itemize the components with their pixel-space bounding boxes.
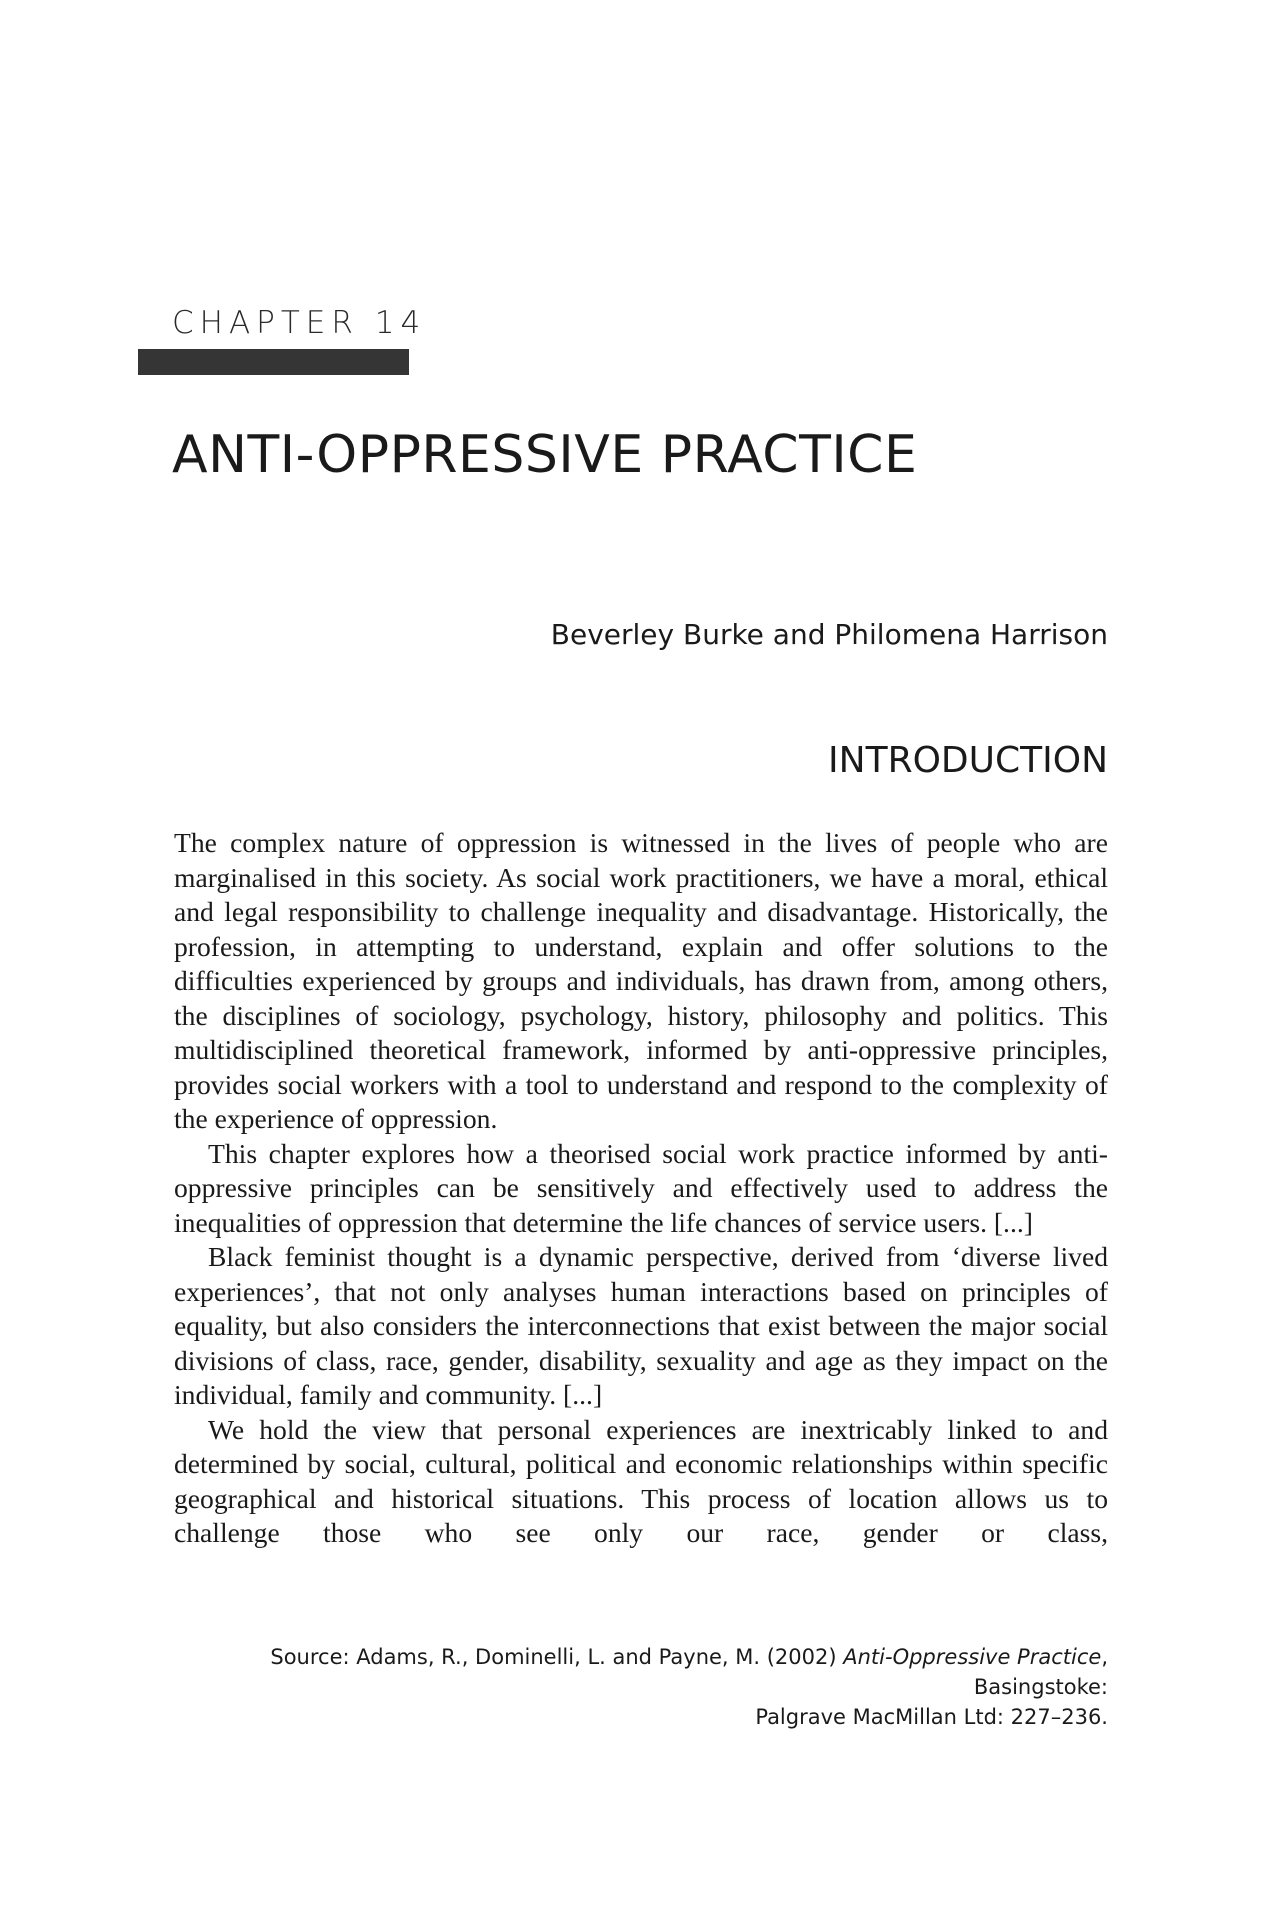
paragraph-4: We hold the view that personal experiences are inextricably linked to and determined by social, cultural, political and economic relationships within specific geographical and historical situations. This process of location allows us to challenge those who see only our race, gender or class, [174, 1413, 1108, 1548]
section-heading: INTRODUCTION [828, 740, 1108, 781]
paragraph-2: This chapter explores how a theorised social work practice informed by anti-oppressive principles can be sensitively and effectively used to address the inequalities of oppression that determine the life chances of service users. [...] [174, 1137, 1108, 1238]
paragraph-1: The complex nature of oppression is witnessed in the lives of people who are marginalised in this society. As social work practitioners, we have a moral, ethical and legal responsibility to challenge inequality and disadvantage. Historically, the profession, in attempting to understand, explain and offer solutions to the difficulties experienced by groups and individuals, has drawn from, among others, the disciplines of sociology, psychology, history, philosophy and politics. This multidisciplined theoretical framework, informed by anti-oppressive principles, provides social workers with a tool to understand and respond to the complexity of the experience of oppression. [174, 827, 1108, 1134]
body-text [174, 826, 1108, 1551]
paragraph-3: Black feminist thought is a dynamic perspective, derived from ‘diverse lived experiences’, that not only analyses human interactions based on principles of equality, but also considers the interconnections that exist between the major social divisions of class, race, gender, disability, sexuality and age as they impact on the individual, family and community. [...] [174, 1241, 1108, 1410]
source-prefix: Source: Adams, R., Dominelli, L. and Payne, M. (2002) [270, 1645, 844, 1669]
chapter-title: ANTI-OPPRESSIVE PRACTICE [172, 425, 918, 485]
source-suffix: , Basingstoke: [973, 1645, 1108, 1699]
source-citation-line-1 [148, 1642, 1108, 1702]
source-citation-line-2: Palgrave MacMillan Ltd: 227–236. [755, 1705, 1108, 1729]
source-book-title: Anti-Oppressive Practice [843, 1645, 1102, 1669]
chapter-number: CHAPTER 14 [172, 305, 427, 341]
source-citation [148, 1642, 1108, 1732]
chapter-divider-bar [138, 349, 409, 375]
chapter-authors: Beverley Burke and Philomena Harrison [550, 618, 1108, 651]
